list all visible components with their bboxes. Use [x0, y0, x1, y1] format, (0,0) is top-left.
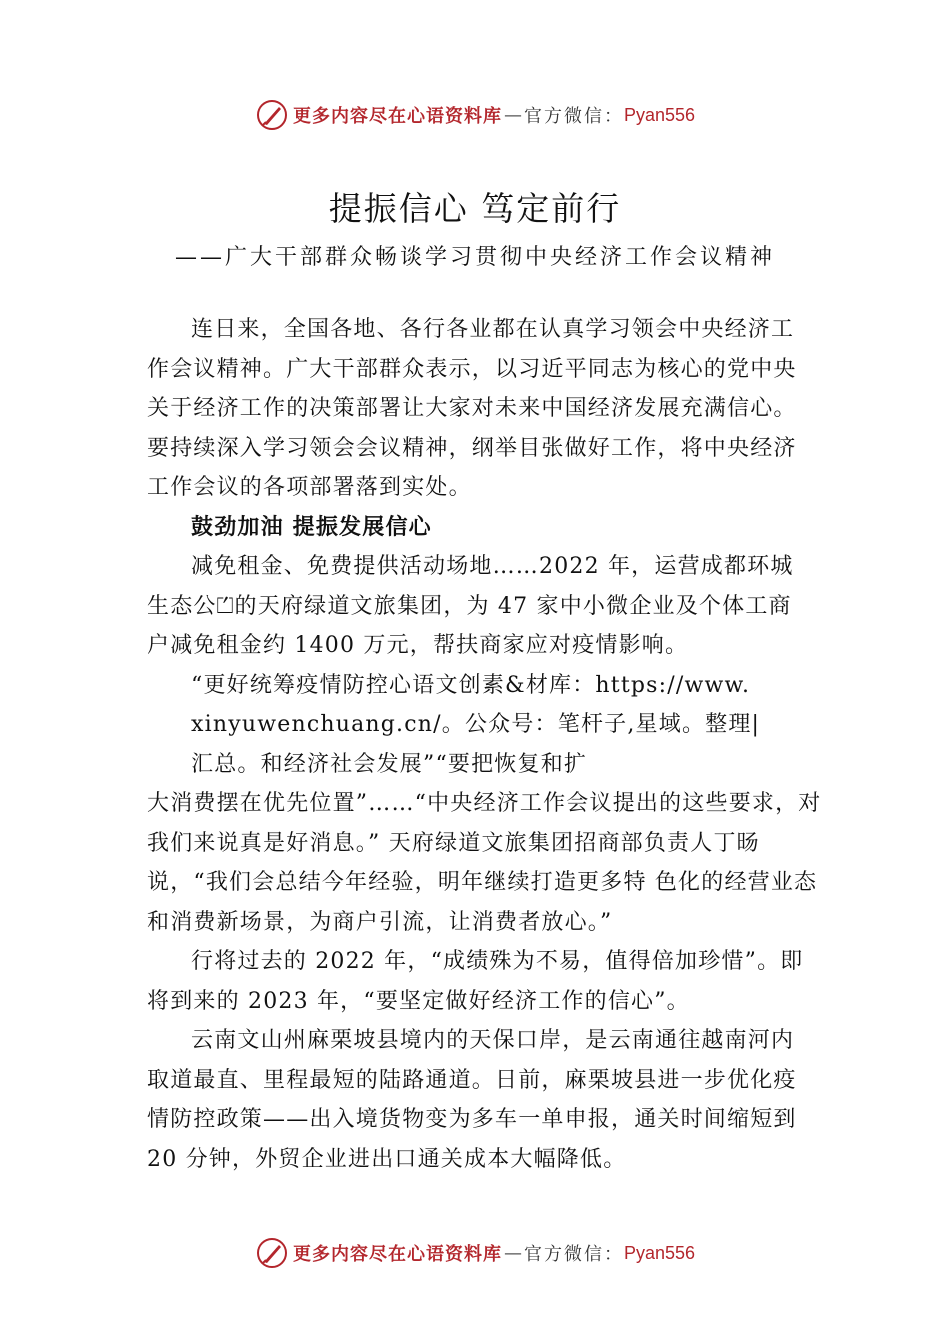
section-heading: 鼓劲加油 提振发展信心 — [191, 514, 432, 540]
paragraph-quote-rest: 大消费摆在优先位置”……“中央经济工作会议提出的这些要求，对我们来说真是好消息。” 天府绿道文旅集团招商部负责人丁旸说，“我们会总结今年经验，明年继续打造更多特 色化的经营业态和消费新场景，为商户引流，让消费者放心。” — [147, 791, 822, 935]
paragraph-chengdu: 减免租金、免费提供活动场地……2022 年，运营成都环城生态公⏍的天府绿道文旅集团，为 47 家中小微企业及个体工商户减免租金约 1400 万元，帮扶商家应对疫情影响。 — [147, 554, 794, 658]
header-banner — [0, 95, 950, 135]
paragraph-year: 行将过去的 2022 年，“成绩殊为不易，值得倍加珍惜”。即将到来的 2023 年，“要坚定做好经济工作的信心”。 — [147, 949, 804, 1014]
page-subtitle: ——广大干部群众畅谈学习贯彻中央经济工作会议精神 — [174, 245, 775, 270]
banner-wechat-id: Pyan556 — [623, 1242, 696, 1263]
banner-separator: — — [503, 1242, 522, 1264]
paragraph-quote-line-2: xinyuwenchuang.cn/。公众号：笔杆子,星域。整理| — [191, 712, 761, 737]
paragraph-quote-line-1: “更好统筹疫情防控心语文创素&材库：https://www. — [191, 672, 751, 698]
banner-label: 官方微信： — [523, 1244, 624, 1265]
page-title: 提振信心 笃定前行 — [328, 189, 622, 228]
banner-separator: — — [503, 104, 522, 126]
paragraph-quote-line-3: 汇总。和经济社会发展”“要把恢复和扩 — [191, 751, 588, 777]
paragraph-yunnan: 云南文山州麻栗坡县境内的天保口岸，是云南通往越南河内取道最直、里程最短的陆路通道。日前，麻栗坡县进一步优化疫情防控政策——出入境货物变为多车一单申报，通关时间缩短到 20 分钟，外贸企业进出口通关成本大幅降低。 — [147, 1028, 797, 1172]
banner-text: 更多内容尽在心语资料库 — [292, 106, 502, 127]
paragraph-intro: 连日来，全国各地、各行各业都在认真学习领会中央经济工作会议精神。广大干部群众表示，以习近平同志为核心的党中央关于经济工作的决策部署让大家对未来中国经济发展充满信心。要持续深入学习领会会议精神，纲举目张做好工作，将中央经济工作会议的各项部署落到实处。 — [147, 317, 797, 500]
banner-text: 更多内容尽在心语资料库 — [292, 1244, 502, 1265]
banner-label: 官方微信： — [523, 106, 624, 127]
quill-logo-icon — [255, 98, 289, 132]
article-body — [147, 310, 822, 1179]
quill-logo-icon — [255, 1236, 289, 1270]
banner-wechat-id: Pyan556 — [623, 104, 696, 125]
footer-banner — [0, 1233, 950, 1273]
